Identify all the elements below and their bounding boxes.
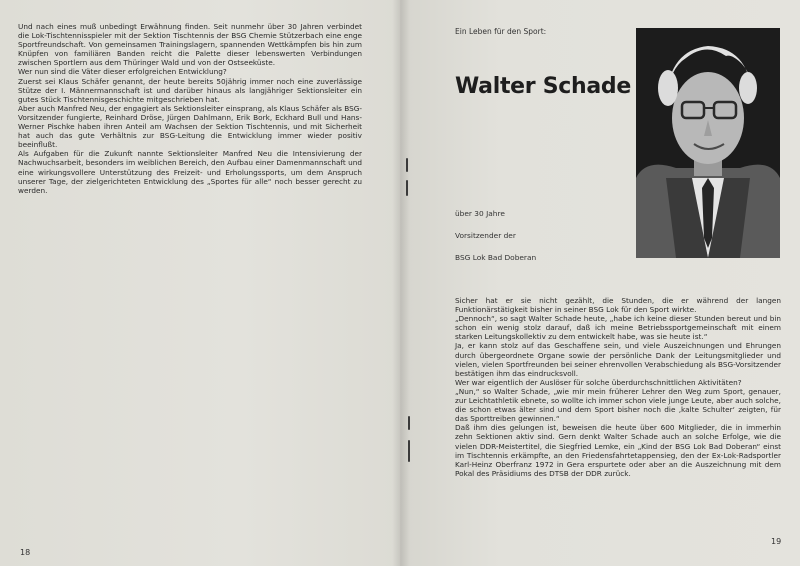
staple-mark <box>408 416 410 430</box>
left-paragraph-1: Und nach eines muß unbedingt Erwähnung finden. Seit nunmehr über 30 Jahren verbindet die Lok-Tischtennisspieler mit der Sektion Tischtennis der BSG Chemie Stützerbach eine enge Sportfreundschaft. Von gemeinsamen Trainingslagern, spannenden Wettkämpfen bis hin zum Knüpfen von familiären Banden reicht die Palette dieser lebenswerten Verbindungen zwischen Sportlern aus dem Thüringer Wald und von der Ostseeküste. <box>18 22 362 68</box>
article-kicker: Ein Leben für den Sport: <box>455 27 547 36</box>
staple-mark <box>406 180 408 196</box>
portrait-illustration <box>636 28 780 258</box>
subline-years: über 30 Jahre <box>455 209 505 218</box>
left-page-number: 18 <box>20 548 31 557</box>
staple-mark <box>406 158 408 172</box>
right-page-number: 19 <box>771 537 782 546</box>
right-paragraph-4: Wer war eigentlich der Auslöser für solche überdurchschnittlichen Aktivitäten? <box>455 377 742 387</box>
right-paragraph-3: Ja, er kann stolz auf das Geschaffene sein, und viele Auszeichnungen und Ehrungen durch übergeordnete Organe sowie der persönliche Dank der Leitungsmitglieder und vielen, vielen Sportfreunden bei seiner ehrenvollen Verabschiedung als BSG-Vorsitzender bestätigen ihm das eindrucksvoll. <box>455 341 781 378</box>
right-paragraph-5: „Nun,“ so Walter Schade, „wie mir mein früherer Lehrer den Weg zum Sport, genauer, zur Leichtathletik ebnete, so wollte ich immer schon viele junge Leute, aber auch solche, die schon etwas älter sind und dem Sport bisher noch die ‚kalte Schulter‘ zeigten, für das Sporttreiben gewinnen.“ <box>455 386 781 424</box>
subline-club: BSG Lok Bad Doberan <box>455 253 537 262</box>
portrait-photo <box>636 28 780 258</box>
right-paragraph-2: „Dennoch“, so sagt Walter Schade heute, „habe ich keine dieser Stunden bereut und bin schon ein wenig stolz darauf, daß ich meine Betriebssportgemeinschaft mit einem starken Leitungskollektiv zu dem entwickelt habe, was sie heute ist.“ <box>455 314 781 342</box>
article-heading: Walter Schade <box>455 74 631 99</box>
subline-role: Vorsitzender der <box>455 231 516 240</box>
right-paragraph-6: Daß ihm dies gelungen ist, beweisen die heute über 600 Mitglieder, die in immerhin zehn Sektionen aktiv sind. Gern denkt Walter Schade auch an solche Erfolge, wie die vielen DDR-Meistertitel, die Siegfried Lemke, ein „Kind der BSG Lok Bad Doberan“ einst im Tischtennis erkämpfte, an den Friedensfahrtetappensieg, den der Ex-Lok-Radsportler Karl-Heinz Oberfranz 1972 in Gera erspurtete oder aber an die Auszeichnung mit dem Pokal des Präsidiums des DTSB der DDR zurück. <box>455 423 781 478</box>
left-paragraph-5: Als Aufgaben für die Zukunft nannte Sektionsleiter Manfred Neu die Intensivierung der Nachwuchsarbeit, besonders im weiblichen Bereich, den Aufbau einer Damenmannschaft und eine wirkungsvollere Unterstützung des Freizeit- und Erholungssports, um dem Anspruch unserer Tage, der zielgerichteten Entwicklung des „Sportes für alle“ noch besser gerecht zu werden. <box>18 149 362 195</box>
left-paragraph-3: Zuerst sei Klaus Schäfer genannt, der heute bereits 50jährig immer noch eine zuverlässige Stütze der I. Männermannschaft ist und darüber hinaus als langjähriger Sektionsleiter ein gutes Stück Tischtennisgeschichte mitgeschrieben hat. <box>18 76 362 104</box>
staple-mark <box>408 440 410 462</box>
left-paragraph-2: Wer nun sind die Väter dieser erfolgreichen Entwicklung? <box>18 67 227 77</box>
left-paragraph-4: Aber auch Manfred Neu, der engagiert als Sektionsleiter einsprang, als Klaus Schäfer als BSG-Vorsitzender fungierte, Reinhard Dröse, Jürgen Dahlmann, Erik Bork, Eckhard Bull und Hans-Werner Pischke haben ihren Anteil am Wachsen der Sektion Tischtennis, und mit Sicherheit hat auch das gute Verhältnis zur BSG-Leitung die Entwicklung immer wieder positiv beeinflußt. <box>18 103 363 150</box>
right-page-text <box>455 296 781 478</box>
book-gutter <box>392 0 410 566</box>
right-paragraph-1: Sicher hat er sie nicht gezählt, die Stunden, die er während der langen Funktionärstätigkeit bisher in seiner BSG Lok für den Sport wirkte. <box>455 296 781 315</box>
left-page-text <box>18 22 362 195</box>
